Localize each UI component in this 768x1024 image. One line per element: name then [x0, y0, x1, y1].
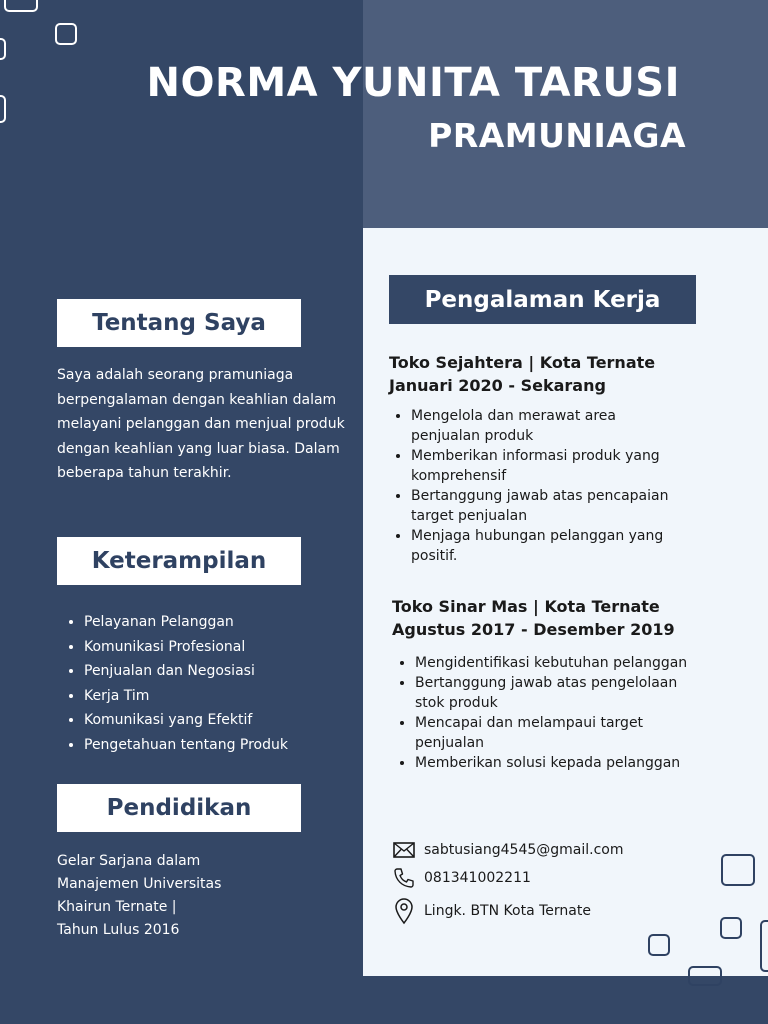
list-item: • Pengetahuan tentang Produk: [84, 733, 374, 758]
skills-section-title: Keterampilan: [57, 537, 301, 585]
list-item: • Bertanggung jawab atas pencapaian target penjualan: [411, 486, 686, 526]
about-section-title: Tentang Saya: [57, 299, 301, 347]
experience-section-title: Pengalaman Kerja: [389, 275, 696, 324]
list-item: • Mengelola dan merawat area penjualan produk: [411, 406, 686, 446]
about-text: Saya adalah seorang pramuniaga berpengalaman dengan keahlian dalam melayani pelanggan dan menjual produk dengan keahlian yang luar biasa. Dalam beberapa tahun terakhir.: [57, 367, 345, 481]
job-role: PRAMUNIAGA: [428, 116, 686, 155]
skills-list: [57, 610, 374, 757]
decorative-square: [0, 38, 6, 60]
job-duties-list: [393, 653, 690, 773]
job-period: Januari 2020 - Sekarang: [389, 376, 606, 395]
list-item: • Bertanggung jawab atas pengelolaan stok produk: [415, 673, 690, 713]
contact-email[interactable]: [392, 838, 624, 862]
location-pin-icon: [392, 897, 416, 925]
list-item: • Mengidentifikasi kebutuhan pelanggan: [415, 653, 690, 673]
job-duties-list: [389, 406, 686, 566]
phone-icon: [392, 866, 416, 890]
education-text: [57, 850, 307, 942]
contact-address: [392, 897, 591, 925]
decorative-square: [720, 917, 742, 939]
education-section-title: Pendidikan: [57, 784, 301, 832]
job-heading: [392, 595, 675, 641]
list-item: • Memberikan informasi produk yang komprehensif: [411, 446, 686, 486]
education-line: Gelar Sarjana dalam: [57, 853, 201, 869]
email-text: sabtusiang4545@gmail.com: [424, 842, 624, 858]
contact-phone[interactable]: [392, 866, 531, 890]
decorative-square: [648, 934, 670, 956]
decorative-square: [0, 95, 6, 123]
education-line: Manajemen Universitas: [57, 876, 222, 892]
job-period: Agustus 2017 - Desember 2019: [392, 620, 675, 639]
job-heading: [389, 351, 655, 397]
address-text: Lingk. BTN Kota Ternate: [424, 903, 591, 919]
header-background-block: [363, 0, 768, 228]
list-item: • Memberikan solusi kepada pelanggan: [415, 753, 690, 773]
list-item: • Pelayanan Pelanggan: [84, 610, 374, 635]
decorative-square: [721, 854, 755, 886]
list-item: • Menjaga hubungan pelanggan yang positif.: [411, 526, 686, 566]
decorative-square: [688, 966, 722, 986]
person-name: NORMA YUNITA TARUSI: [146, 60, 680, 106]
list-item: • Komunikasi Profesional: [84, 635, 374, 660]
decorative-square: [760, 920, 768, 972]
decorative-square: [55, 23, 77, 45]
job-company: Toko Sinar Mas | Kota Ternate: [392, 597, 660, 616]
list-item: • Penjualan dan Negosiasi: [84, 659, 374, 684]
list-item: • Komunikasi yang Efektif: [84, 708, 374, 733]
phone-text: 081341002211: [424, 870, 531, 886]
education-line: Tahun Lulus 2016: [57, 922, 180, 938]
list-item: • Mencapai dan melampaui target penjualan: [415, 713, 690, 753]
list-item: • Kerja Tim: [84, 684, 374, 709]
education-line: Khairun Ternate |: [57, 899, 177, 915]
decorative-square: [4, 0, 38, 12]
mail-icon: [392, 838, 416, 862]
job-company: Toko Sejahtera | Kota Ternate: [389, 353, 656, 372]
